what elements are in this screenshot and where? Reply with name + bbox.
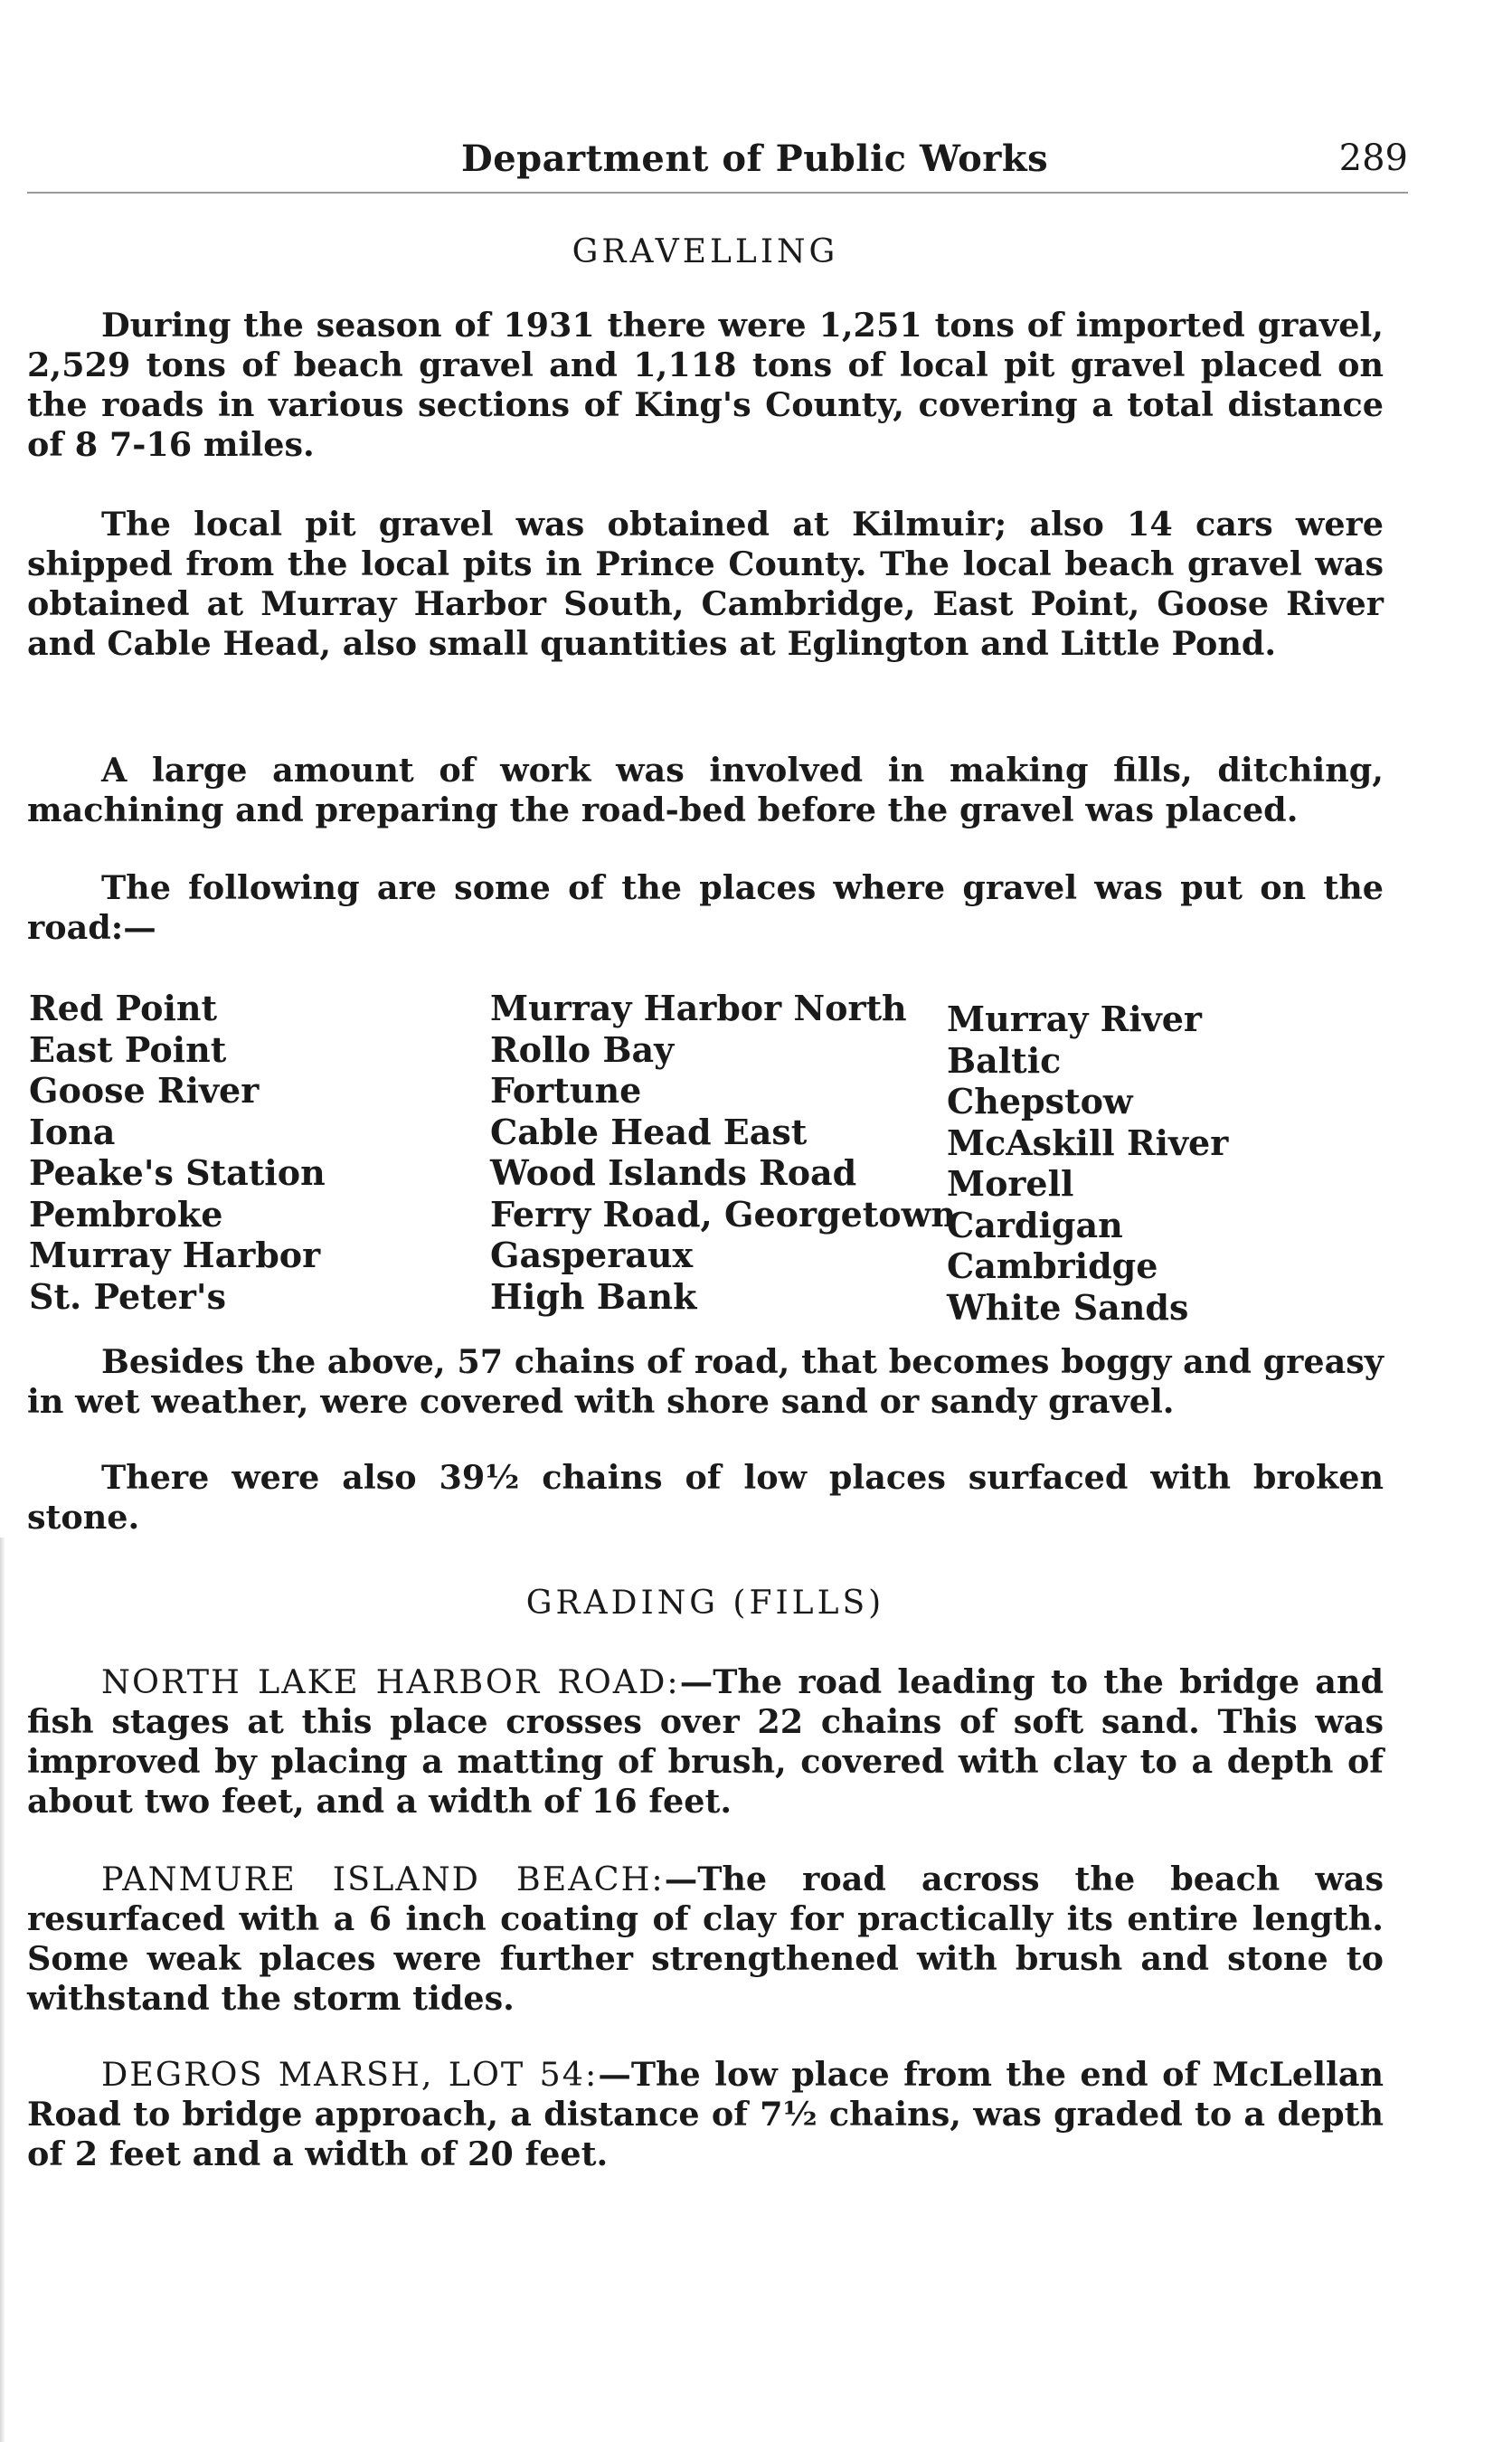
paragraph: A large amount of work was involved in making fills, ditching, machining and preparing the road-bed before the gravel was placed. <box>27 751 1384 829</box>
page-header <box>27 137 1408 194</box>
list-item: Cable Head East <box>490 1111 808 1152</box>
paragraph: The following are some of the places where gravel was put on the road:— <box>27 868 1384 947</box>
paragraph <box>27 1662 1384 1822</box>
paragraph: During the season of 1931 there were 1,251 tons of imported gravel, 2,529 tons of beach gravel and 1,118 tons of local pit gravel placed on the roads in various sections of King's County, covering a total distance of 8 7-16 miles. <box>27 306 1384 464</box>
list-item: Rollo Bay <box>490 1028 675 1070</box>
paragraph: The local pit gravel was obtained at Kilmuir; also 14 cars were shipped from the local pits in Prince County. The local beach gravel was obtained at Murray Harbor South, Cambridge, East Point, Goose River and Cable Head, also small quantities at Eglington and Little Pond. <box>27 505 1384 663</box>
paragraph-body: —The low place from the end of McLellan Road to bridge approach, a distance of 7½ chains, was graded to a depth of 2 feet and a width of 20 feet. <box>27 2055 1384 2173</box>
list-item: Murray Harbor <box>29 1235 321 1275</box>
list-item: St. Peter's <box>29 1275 226 1317</box>
paragraph <box>27 2055 1384 2174</box>
list-item: Wood Islands Road <box>490 1152 857 1193</box>
list-item: Morell <box>947 1163 1074 1204</box>
places-column-2 <box>490 988 960 1317</box>
list-item: Cardigan <box>947 1204 1123 1245</box>
list-item: Chepstow <box>947 1081 1133 1122</box>
running-title: Department of Public Works <box>461 137 1049 180</box>
paragraph-lead: DEGROS MARSH, LOT 54: <box>101 2055 599 2094</box>
list-item: Murray River <box>947 999 1202 1039</box>
paragraph-lead: PANMURE ISLAND BEACH: <box>101 1860 665 1898</box>
list-item: Fortune <box>490 1070 642 1111</box>
paragraph-body: —The road leading to the bridge and fish stages at this place crosses over 22 chains of soft sand. This was improved by placing a matting of brush, covered with clay to a depth of about two feet, and a width of 16 feet. <box>27 1662 1384 1821</box>
list-item: Pembroke <box>29 1193 223 1235</box>
paragraph-body: —The road across the beach was resurfaced with a 6 inch coating of clay for practically its entire length. Some weak places were further strengthened with brush and stone to withstand the storm tides. <box>27 1860 1384 2018</box>
page-number: 289 <box>1338 137 1408 179</box>
paragraph <box>27 1860 1384 2019</box>
paragraph: Besides the above, 57 chains of road, that becomes boggy and greasy in wet weather, were covered with shore sand or sandy gravel. <box>27 1342 1384 1421</box>
list-item: Goose River <box>29 1070 260 1111</box>
list-item: Iona <box>29 1111 116 1152</box>
list-item: High Bank <box>490 1275 697 1317</box>
list-item: Red Point <box>29 988 218 1028</box>
paragraph-lead: NORTH LAKE HARBOR ROAD: <box>101 1662 680 1701</box>
list-item: Murray Harbor North <box>490 988 907 1028</box>
paragraph: There were also 39½ chains of low places surfaced with broken stone. <box>27 1458 1384 1537</box>
places-list <box>29 988 1385 1331</box>
section-heading-gravelling: GRAVELLING <box>572 233 839 270</box>
list-item: Gasperaux <box>490 1235 694 1275</box>
page-binding-edge <box>0 1538 5 2442</box>
places-column-3 <box>947 999 1381 1328</box>
list-item: Ferry Road, Georgetown <box>490 1193 956 1235</box>
list-item: East Point <box>29 1028 227 1070</box>
list-item: McAskill River <box>947 1122 1229 1163</box>
section-heading-grading: GRADING (FILLS) <box>525 1585 885 1622</box>
list-item: Cambridge <box>947 1245 1158 1286</box>
list-item: Baltic <box>947 1039 1062 1081</box>
list-item: Peake's Station <box>29 1152 326 1193</box>
places-column-1 <box>29 988 481 1317</box>
list-item: White Sands <box>947 1286 1189 1328</box>
